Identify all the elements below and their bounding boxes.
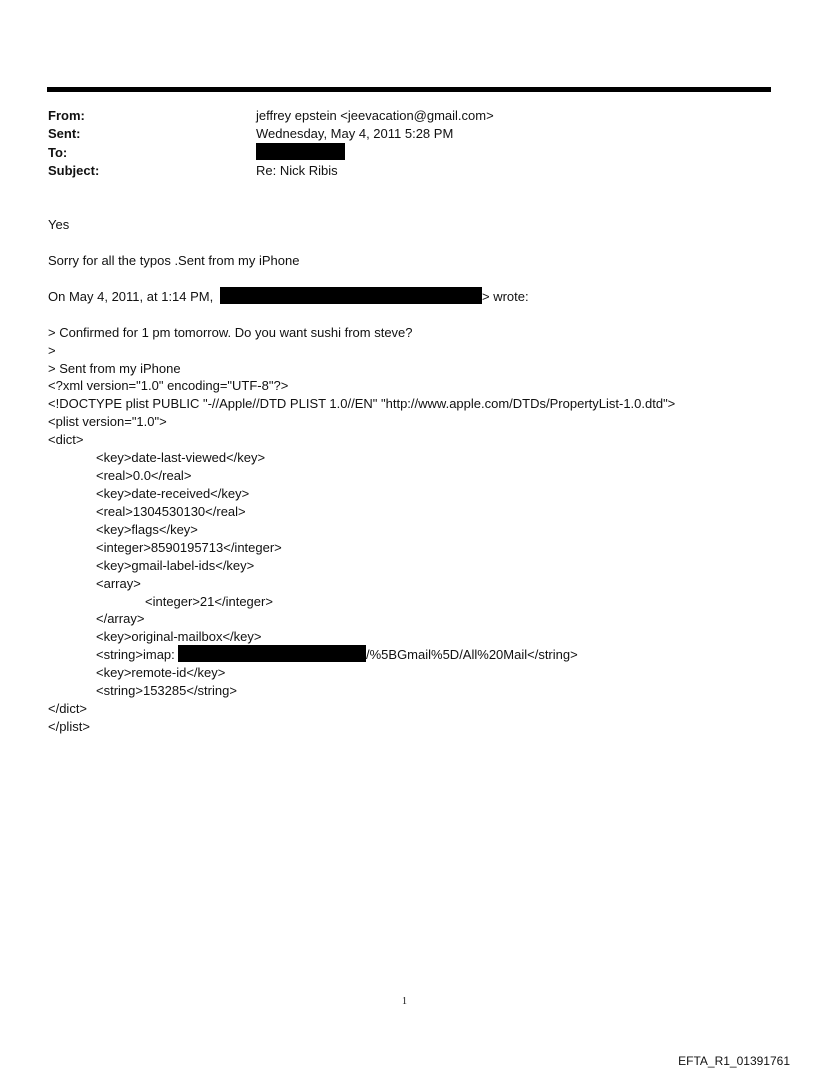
xml-line: <?xml version="1.0" encoding="UTF-8"?>: [48, 378, 289, 393]
from-label: From:: [48, 108, 85, 123]
xml-line: <array>: [96, 576, 141, 591]
xml-line: <key>date-received</key>: [96, 486, 250, 501]
xml-line: </dict>: [48, 701, 88, 716]
xml-line: <string>153285</string>: [96, 683, 237, 698]
page-number: 1: [402, 996, 407, 1007]
body-line: Sorry for all the typos .Sent from my iPhone: [48, 253, 300, 268]
subject-value: Re: Nick Ribis: [256, 163, 338, 178]
quote-attribution-end: > wrote:: [482, 289, 529, 304]
xml-line: <real>1304530130</real>: [96, 504, 246, 519]
redaction-to: [256, 143, 345, 160]
sent-label: Sent:: [48, 126, 81, 141]
header-rule: [47, 87, 771, 92]
quote-attribution: On May 4, 2011, at 1:14 PM,: [48, 289, 214, 304]
xml-line: <plist version="1.0">: [48, 414, 167, 429]
xml-line: <key>original-mailbox</key>: [96, 629, 262, 644]
quoted-line: > Confirmed for 1 pm tomorrow. Do you want sushi from steve?: [48, 325, 413, 340]
xml-line: <integer>8590195713</integer>: [96, 540, 282, 555]
xml-line: <key>flags</key>: [96, 522, 198, 537]
xml-line: <string>imap:: [96, 647, 175, 662]
xml-line: <key>date-last-viewed</key>: [96, 450, 266, 465]
to-label: To:: [48, 145, 68, 160]
xml-line: <!DOCTYPE plist PUBLIC "-//Apple//DTD PLIST 1.0//EN" "http://www.apple.com/DTDs/PropertyList-1.0.dtd">: [48, 396, 676, 411]
xml-line: <dict>: [48, 432, 84, 447]
quoted-line: >: [48, 343, 56, 358]
document-id: EFTA_R1_01391761: [678, 1054, 790, 1068]
xml-line: <key>gmail-label-ids</key>: [96, 558, 255, 573]
xml-line: <key>remote-id</key>: [96, 665, 226, 680]
xml-line: /%5BGmail%5D/All%20Mail</string>: [366, 647, 578, 662]
redaction-sender: [220, 287, 482, 304]
from-value: jeffrey epstein <jeevacation@gmail.com>: [256, 108, 494, 123]
subject-label: Subject:: [48, 163, 100, 178]
redaction-mailbox: [178, 645, 366, 662]
xml-line: <integer>21</integer>: [145, 594, 273, 609]
body-line: Yes: [48, 217, 70, 232]
xml-line: </array>: [96, 611, 145, 626]
xml-line: </plist>: [48, 719, 90, 734]
quoted-line: > Sent from my iPhone: [48, 361, 181, 376]
sent-value: Wednesday, May 4, 2011 5:28 PM: [256, 126, 454, 141]
xml-line: <real>0.0</real>: [96, 468, 192, 483]
